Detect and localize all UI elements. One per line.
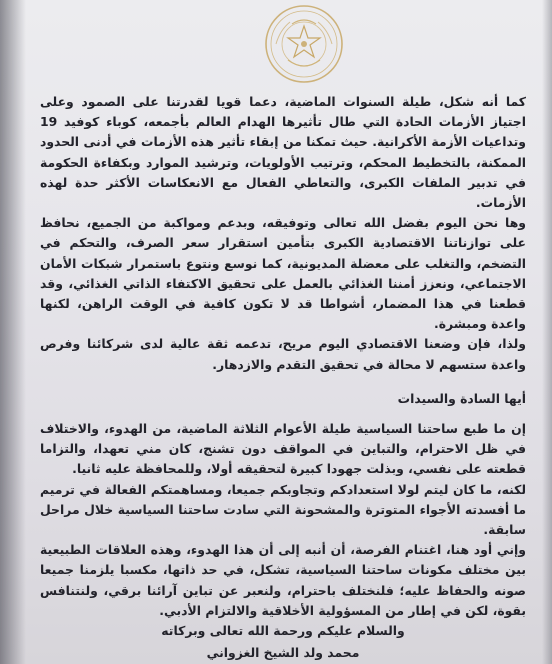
page-edge-shadow-right <box>542 0 552 664</box>
paragraph-1: كما أنه شكل، طيلة السنوات الماضية، دعما قويا لقدرتنا على الصمود وعلى اجتياز الأزمات الحادة التي طال تأثيرها الهدام العالم بأجمعه، كوباء كوفيد 19 وتداعيات الأزمة الأكرانية. حيث تمكنا من إبقاء تأثير هذه الأزمات في أدنى الحدود الممكنة، بالتخطيط المحكم، وترتيب الأولويات، وترشيد الموارد وبكفاءة الحكومة في تدبير الملفات الكبرى، والتعاطي الفعال مع الانعكاسات الأكثر حدة لهذه الأزمات. <box>40 94 526 211</box>
presidential-seal-icon <box>262 2 346 86</box>
letter-body <box>40 92 526 663</box>
paragraph-5: لكنه، ما كان ليتم لولا استعدادكم وتجاوبكم جميعا، ومساهمتكم الفعالة في ترميم ما أفسدته الأجواء المتوترة والمشحونة التي سادت ساحتنا السياسية خلال مراحل سابقة. <box>40 481 526 538</box>
page-edge-shadow <box>0 0 26 664</box>
closing-salutation: والسلام عليكم ورحمة الله تعالى وبركاته <box>161 623 405 639</box>
greeting: أيها السادة والسيدات <box>397 390 526 406</box>
paragraph-3: ولذا، فإن وضعنا الاقتصادي اليوم مريح، تدعمه ثقة عالية لدى شركائنا وفرص واعدة ستسهم لا محالة في تحقيق التقدم والازدهار. <box>40 336 526 372</box>
paragraph-2: وها نحن اليوم بفضل الله تعالى وتوفيقه، وبدعم ومواكبة من الجميع، نحافظ على توازناتنا الاقتصادية الكبرى بتأمين استقرار سعر الصرف، والتحكم في التضخم، والتغلب على معضلة المديونية، كما نوسع ونتوع باستمرار شبكات الأمان الاجتماعي، ونعزز أمننا الغذائي بالعمل على تحقيق الاكتفاء الذاتي الغذائي، وقد قطعنا في هذا المضمار، أشواطا قد لا تكون كافية في الوقت الراهن، لكنها واعدة ومبشرة. <box>40 215 526 332</box>
signature-name: محمد ولد الشيخ الغزواني <box>206 645 360 661</box>
paragraph-6: وإني أود هنا، اغتنام الفرصة، أن أنبه إلى أن هذا الهدوء، وهذه العلاقات الطبيعية بين مختلف مكونات ساحتنا السياسية، تشكل، في حد ذاتها، مكسبا يلزمنا جميعا صونه والحفاظ عليه؛ فلنختلف باحترام، ولنعبر عن تباين آرائنا برقي، ولنتنافس بقوة، لكن في إطار من المسؤولية الأخلاقية والالتزام الأدبي. <box>40 542 526 618</box>
paragraph-4: إن ما طبع ساحتنا السياسية طيلة الأعوام الثلاثة الماضية، من الهدوء، والاختلاف في ظل الاحترام، والتباين في المواقف دون تشنج، كان مني تعهدا، والتزاما قطعته على نفسي، وبذلت جهودا كبيرة لتحقيقه أولا، وللمحافظة عليه ثانيا. <box>40 421 526 477</box>
